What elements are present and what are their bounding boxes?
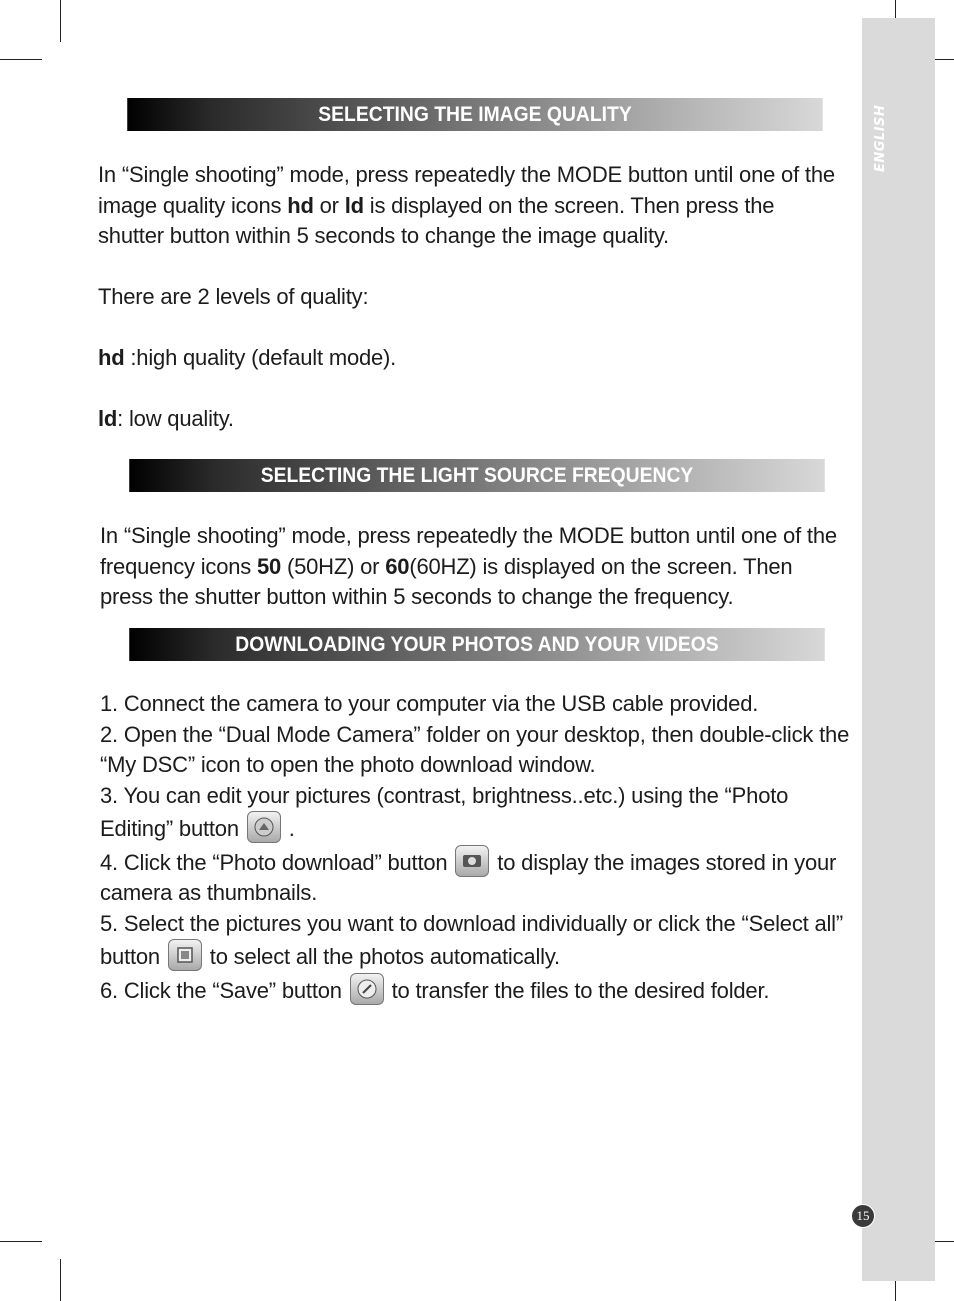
quality-ld-item: ld: low quality. xyxy=(98,406,234,431)
list-item: 1. Connect the camera to your computer via the USB cable provided. xyxy=(100,691,759,716)
list-item: 4. Click the “Photo download” button to display the images stored in your camera as thumbnails. xyxy=(100,845,850,909)
paragraph: In “Single shooting” mode, press repeatedly the MODE button until one of the image quality icons hd or ld is displayed on the screen. Then press the shutter button within 5 seconds to change the image quality. xyxy=(98,162,835,248)
list-item: 2. Open the “Dual Mode Camera” folder on your desktop, then double-click the “My DSC” icon to open the photo download window. xyxy=(100,721,850,777)
crop-mark xyxy=(60,1259,61,1301)
crop-mark xyxy=(0,1241,42,1242)
section-heading-image-quality xyxy=(127,98,823,131)
save-icon xyxy=(350,973,384,1005)
image-quality-body xyxy=(98,160,838,435)
list-item: 6. Click the “Save” button to transfer the files to the desired folder. xyxy=(100,973,850,1007)
photo-editing-icon xyxy=(247,811,281,843)
download-steps xyxy=(100,689,850,1006)
language-label: ENGLISH xyxy=(873,104,888,172)
frequency-body xyxy=(100,521,845,613)
paragraph: There are 2 levels of quality: xyxy=(98,284,369,309)
select-all-icon xyxy=(168,939,202,971)
crop-mark xyxy=(0,59,42,60)
paragraph: In “Single shooting” mode, press repeatedly the MODE button until one of the frequency icons 50 (50HZ) or 60(60HZ) is displayed on the screen. Then press the shutter button within 5 seconds to change the frequency. xyxy=(100,523,837,609)
photo-download-icon xyxy=(455,845,489,877)
section-heading-downloading xyxy=(129,628,825,661)
quality-hd-item: hd :high quality (default mode). xyxy=(98,345,397,370)
section-heading-text: DOWNLOADING YOUR PHOTOS AND YOUR VIDEOS xyxy=(235,632,719,656)
section-heading-text: SELECTING THE IMAGE QUALITY xyxy=(318,102,632,126)
section-heading-light-frequency xyxy=(129,459,825,492)
list-item: 5. Select the pictures you want to download individually or click the “Select all” button to select all the photos automatically. xyxy=(100,910,843,969)
section-heading-text: SELECTING THE LIGHT SOURCE FREQUENCY xyxy=(260,463,694,487)
language-side-strip xyxy=(862,18,935,1281)
crop-mark xyxy=(60,0,61,42)
page-number: 15 xyxy=(851,1204,875,1228)
list-item: 3. You can edit your pictures (contrast, brightness..etc.) using the “Photo Editing” button . xyxy=(100,782,789,841)
